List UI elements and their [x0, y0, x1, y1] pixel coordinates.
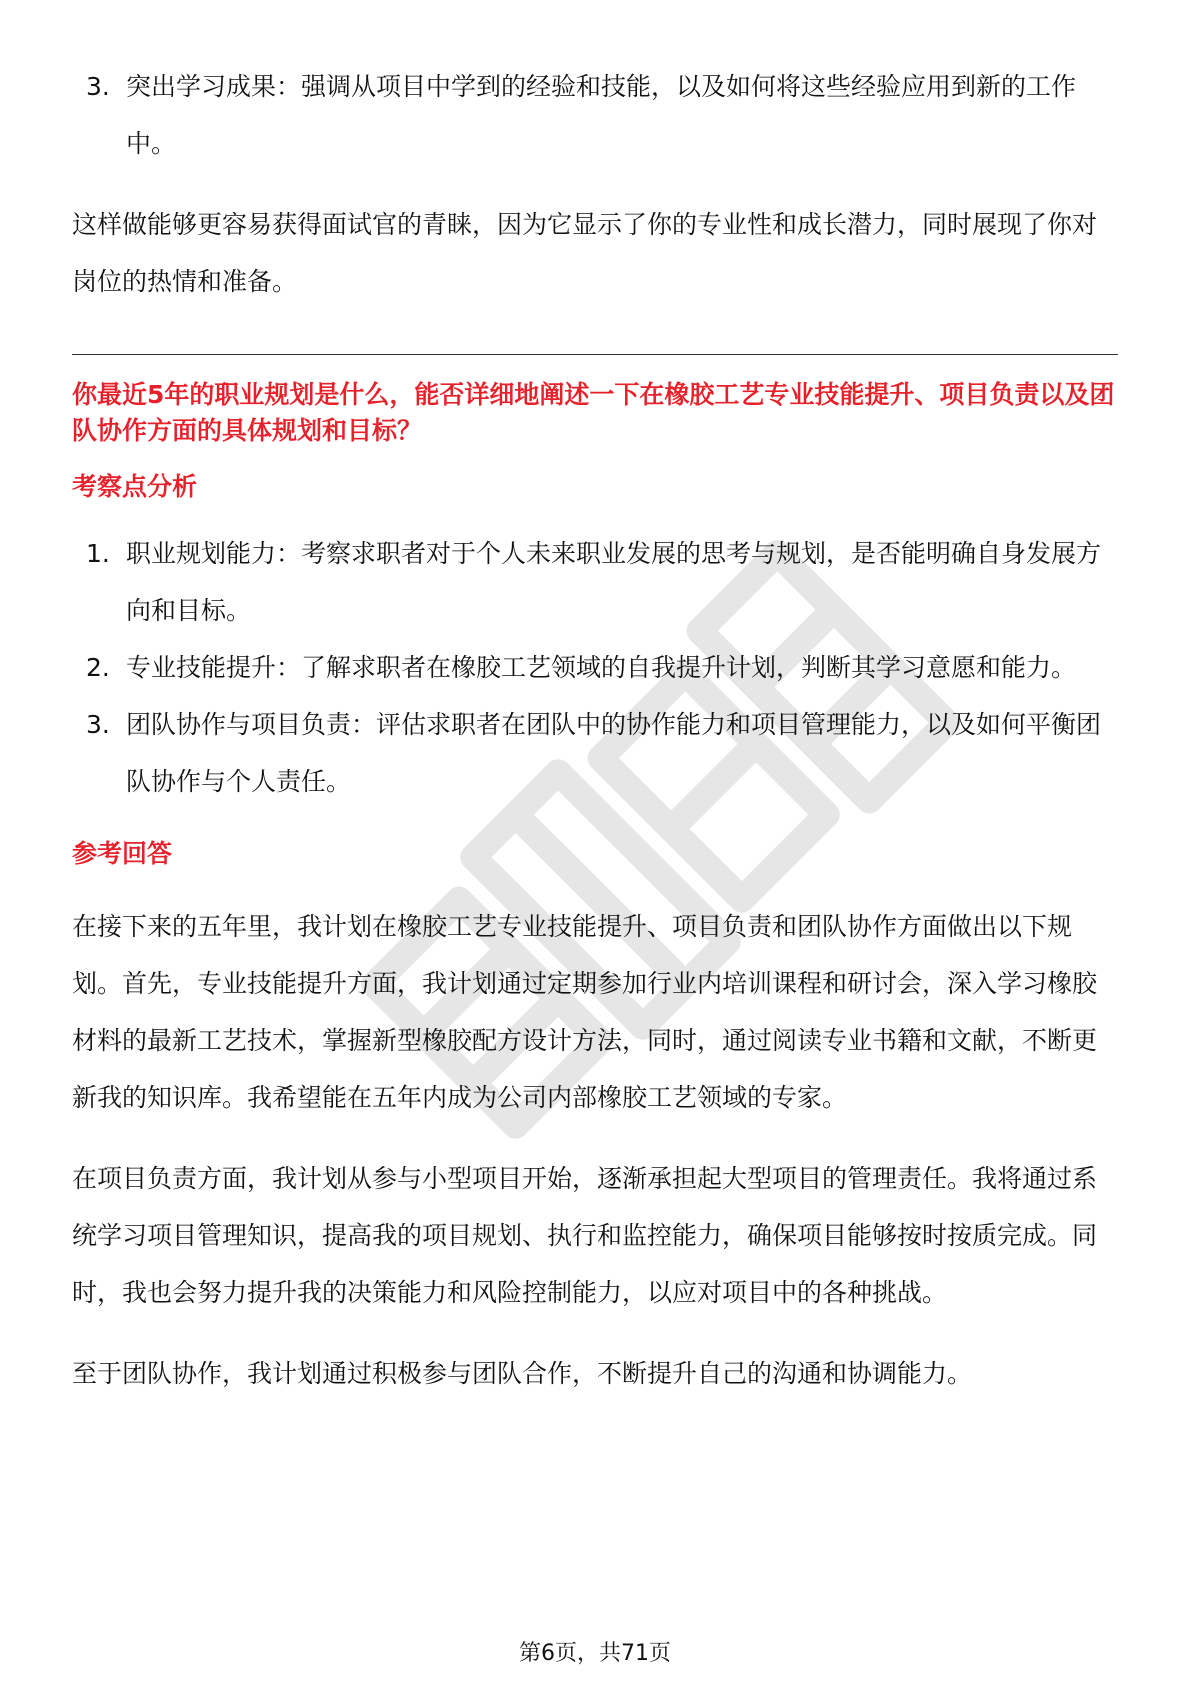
list-number: 3.: [86, 72, 110, 101]
list-item: [72, 58, 1118, 172]
analysis-list: [72, 525, 1118, 810]
list-text: 职业规划能力：考察求职者对于个人未来职业发展的思考与规划，是否能明确自身发展方向和目标。: [126, 539, 1102, 625]
list-number: 3.: [86, 710, 110, 739]
answer-paragraph: 至于团队协作，我计划通过积极参与团队合作，不断提升自己的沟通和协调能力。: [72, 1359, 973, 1388]
list-item: [72, 639, 1118, 696]
question-title: 你最近5年的职业规划是什么，能否详细地阐述一下在橡胶工艺专业技能提升、项目负责以及团队协作方面的具体规划和目标？: [72, 380, 1115, 445]
list-text: 专业技能提升：了解求职者在橡胶工艺领域的自我提升计划，判断其学习意愿和能力。: [126, 653, 1077, 682]
answer-paragraph: 在接下来的五年里，我计划在橡胶工艺专业技能提升、项目负责和团队协作方面做出以下规划。首先，专业技能提升方面，我计划通过定期参加行业内培训课程和研讨会，深入学习橡胶材料的最新工艺技术，掌握新型橡胶配方设计方法，同时，通过阅读专业书籍和文献，不断更新我的知识库。我希望能在五年内成为公司内部橡胶工艺领域的专家。: [72, 912, 1098, 1112]
list-item: [72, 525, 1118, 639]
closing-paragraph: 这样做能够更容易获得面试官的青睐，因为它显示了你的专业性和成长潜力，同时展现了你对岗位的热情和准备。: [72, 210, 1098, 296]
page-content: [72, 58, 1118, 1402]
list-text: 突出学习成果：强调从项目中学到的经验和技能，以及如何将这些经验应用到新的工作中。: [126, 72, 1077, 158]
top-list: [72, 58, 1118, 172]
answer-heading: 参考回答: [72, 839, 173, 868]
list-number: 1.: [86, 539, 110, 568]
analysis-heading: 考察点分析: [72, 472, 198, 501]
answer-paragraph: 在项目负责方面，我计划从参与小型项目开始，逐渐承担起大型项目的管理责任。我将通过系统学习项目管理知识，提高我的项目规划、执行和监控能力，确保项目能够按时按质完成。同时，我也会努力提升我的决策能力和风险控制能力，以应对项目中的各种挑战。: [72, 1164, 1098, 1307]
page-footer: 第6页，共71页: [519, 1641, 671, 1666]
list-item: [72, 696, 1118, 810]
list-text: 团队协作与项目负责：评估求职者在团队中的协作能力和项目管理能力，以及如何平衡团队协作与个人责任。: [126, 710, 1102, 796]
list-number: 2.: [86, 653, 110, 682]
